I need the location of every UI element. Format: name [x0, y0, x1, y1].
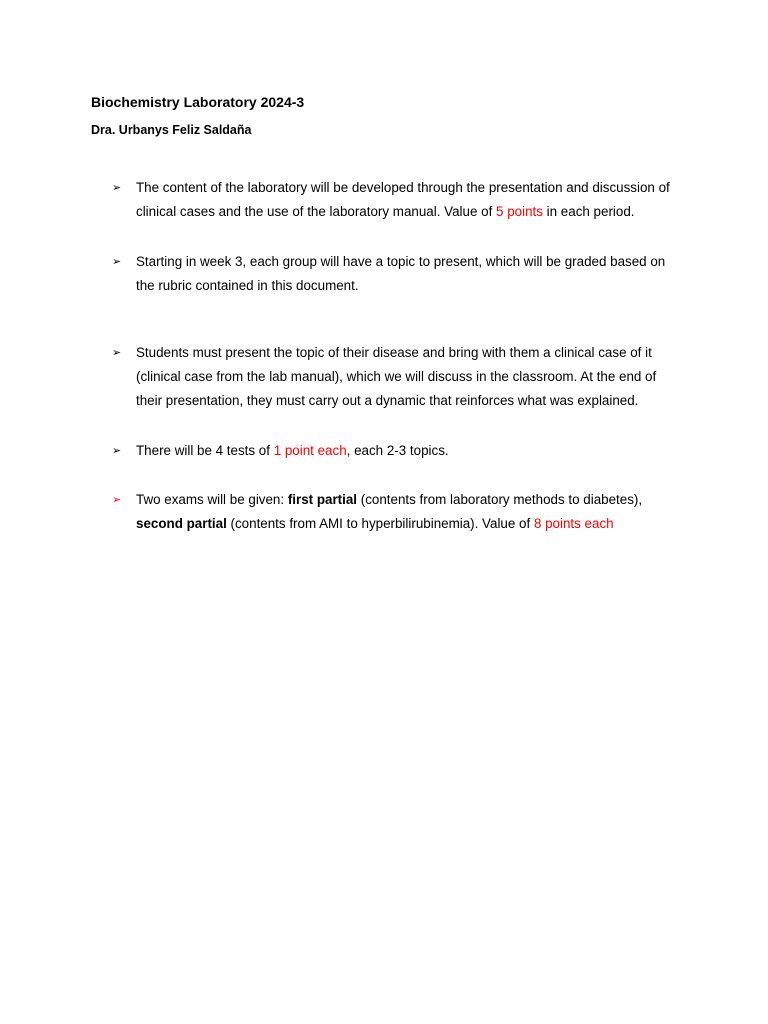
document-author: Dra. Urbanys Feliz Saldaña — [91, 123, 252, 137]
arrow-bullet-icon: ➢ — [112, 445, 122, 457]
bullet-item-exams — [112, 488, 672, 536]
bullet-item-tests — [112, 439, 672, 463]
bullet-item-content — [112, 176, 672, 224]
highlight-text: 5 points — [496, 204, 543, 219]
arrow-bullet-icon: ➢ — [112, 494, 122, 506]
bold-text: second partial — [136, 516, 227, 531]
bullet-text: Two exams will be given: first partial (contents from laboratory methods to diabetes), second partial (contents from AMI to hyperbilirubinemia). Value of 8 points each — [136, 492, 643, 531]
bullet-text: There will be 4 tests of 1 point each, each 2-3 topics. — [136, 443, 449, 458]
bullet-item-groups — [112, 250, 672, 298]
bullet-text: Starting in week 3, each group will have a topic to present, which will be graded based on the rubric contained in this document. — [136, 254, 666, 293]
arrow-bullet-icon: ➢ — [112, 256, 122, 268]
bullet-item-presentation — [112, 341, 672, 413]
bullet-text: Students must present the topic of their disease and bring with them a clinical case of it (clinical case from the lab manual), which we will discuss in the classroom. At the end of their presentation, they must carry out a dynamic that reinforces what was explained. — [136, 345, 657, 408]
arrow-bullet-icon: ➢ — [112, 347, 122, 359]
highlight-text: 8 points each — [533, 516, 614, 531]
arrow-bullet-icon: ➢ — [112, 182, 122, 194]
bold-text: first partial — [287, 492, 358, 507]
document-title: Biochemistry Laboratory 2024-3 — [91, 94, 305, 110]
highlight-text: 1 point each — [273, 443, 347, 458]
bullet-text: The content of the laboratory will be developed through the presentation and discussion of clinical cases and the use of the laboratory manual. Value of 5 points in each period. — [136, 180, 670, 219]
